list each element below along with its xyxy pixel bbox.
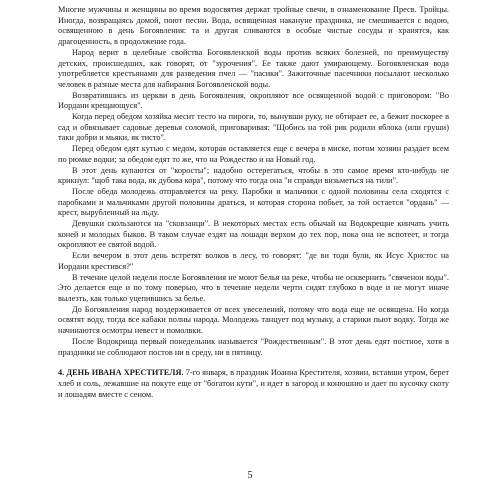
paragraph: Девушки скользаются на "сковзанци". В некоторых местах есть обычай на Водокрещне кинчать учить коней и молодых быков. В таком случае ездят на лошади верхом до тех пор, пока она не вспотеет, и тогда окропляют ее святой водой. [58, 219, 449, 250]
paragraph: После Водокрища первый понедельник называется "Рождественным". В этот день едят постное, хотя в праздники не соблюдают постов ни в среду, ни в пятницу. [58, 336, 449, 357]
paragraph: Возвратившись из церкви в день Богоявления, окропляют все освященной водой с приговором: "Во Иордани крещающуся". [58, 90, 449, 111]
paragraph: В течение целой недели после Богоявления не моют белья на реке, чтобы не осквернить "свяченои воды". Это делается еще и по тому поверью, что в течение недели черти сидят глубоко в воде и не могут иначе вылезть, как только уцепившись за белье. [58, 272, 449, 303]
paragraph: Перед обедом едят кутью с медом, которая оставляется еще с вечера в миске, потом хозяин раздает всем по рюмке водки; за обедом едят то же, что на Рождество и на Новый год. [58, 144, 449, 164]
paragraph: До Богоявления народ воздерживается от всех увеселений, потому что вода еще не освящена. Но когда освятят воду, тогда все кабаки полны народа. Молодежь танцует под музыку, а старики пьют водку. Тогда же начинаются осмотры невест и помолвки. [58, 304, 449, 336]
paragraph: Многие мужчины и женщины во время водосвятия держат тройные свечи, в ознаменование Пресв. Тройцы. Иногда, возвращаясь домой, поют песни. Вода, освященная накануне праздника, не смешивается с водою, освященною в день Богоявления: та и другая сливаются в особые чистые сосуды и хранятся, как драгоценность, в продолжение года. [58, 5, 449, 47]
paragraph: Когда перед обедом хозяйка месит тесто на пироги, то, вынувши руку, не обтирает ее, а бежит поскорее в сад и обвязывает садовые деревья соломой, приговаривая: "Щобись на той рик родили яблока (или груши) таки добри и мьяки, як тисто". [58, 112, 449, 143]
page-number: 5 [247, 470, 253, 481]
section-text: 7-го января, в праздник Иоанна Крестителя, хозяин, вставши утром, берет хлеб и соль, лежавшие на покуте еще от "богатои кути", и идет в загород и конюшню и дает по кусочку скоту и лошадям вместе с сеном. [58, 368, 449, 399]
section-heading: 4. ДЕНЬ ИВАНА ХРЕСТИТЕЛЯ. [58, 368, 184, 378]
paragraph: Если вечером в этот день встретят волков в лесу, то говорят: "де ви тоди були, як Исус Христос на Иордани крестився?" [58, 251, 449, 271]
paragraph: После обеда молодежь отправляется на реку. Паробки и мальчики с одной половины села сходятся с паробками и мальчиками другой половины драться, и которая сторона побьет, за той остается "ордань" — крест, вырубленный на льду. [58, 186, 449, 218]
paragraph: Народ верит в целебные свойства Богоявленской воды против всяких болезней, по преимуществу детских, происшедших, как говорят, от "зурочения". Ее также дают умирающему. Богоявленская вода употребляется крестьянами для разведения пчел — "пасики". Зажиточные пасечники посылают несколько человек в разные места для набирания Богоявленской воды. [58, 47, 449, 89]
body-text [58, 5, 449, 358]
section-ivan-krestitel [58, 368, 449, 400]
paragraph: В этот день купаются от "коросты"; надобно остерегаться, чтобы в это самое время кто-нибудь не крикнул: "щоб така вода, як дубова кора", потому что тогда она "и справди визьметься на тили". [58, 165, 449, 186]
